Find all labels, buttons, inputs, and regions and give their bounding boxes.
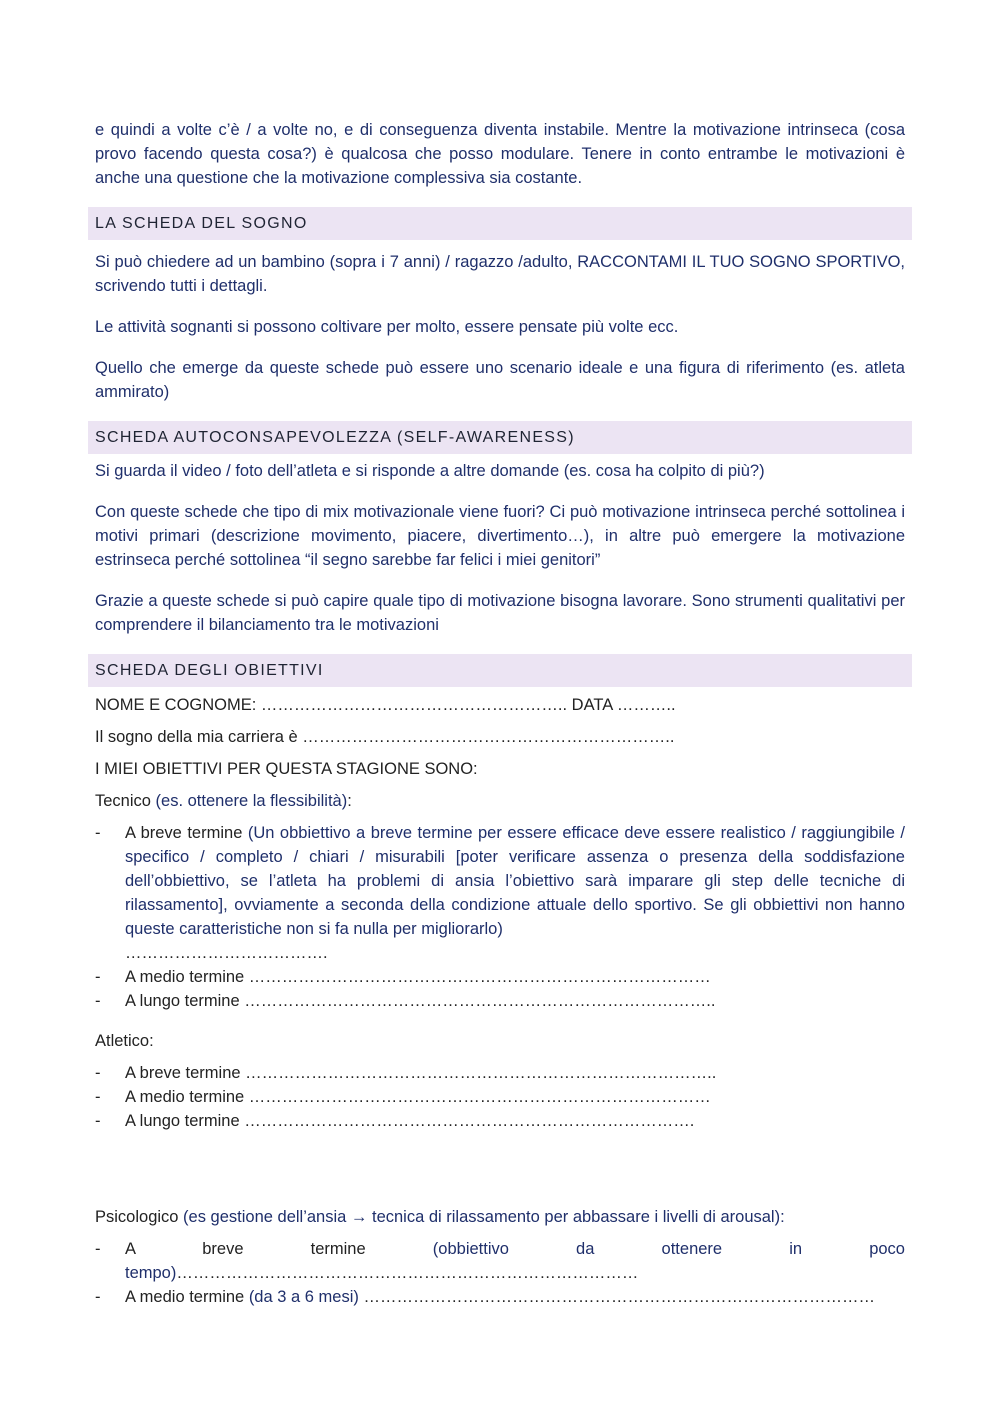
atletico-long-term: - A lungo termine ……………………………………………………………………….	[95, 1109, 905, 1133]
goals-heading: I MIEI OBIETTIVI PER QUESTA STAGIONE SONO:	[95, 760, 478, 778]
tecnico-long-term: - A lungo termine …………………………………………………………………………..	[95, 989, 905, 1013]
tecnico-short-term	[95, 821, 905, 965]
tecnico-colon: :	[347, 792, 352, 810]
name-date-line: NOME E COGNOME: ……………………………………………….. DATA ………..	[95, 696, 676, 714]
atletico-medium-term: - A medio termine …………………………………………………………………………	[95, 1085, 905, 1109]
tecnico-short-note: (Un obbiettivo a breve termine per essere efficace deve essere realistico / raggiungibile / specifico / completo / chiari / misurabili [poter verificare assenza o presenza della soddisfazione dell’obbiettivo, se l’atleta ha problemi di ansia l’obiettivo sarà imparare gli step delle tecniche di rilassamento], ovviamente a seconda della condizione attuale dello sportivo. Se gli obbiettivi non hanno queste caratteristiche non si fa nulla per migliorarlo)	[125, 824, 905, 938]
tecnico-label-line	[95, 789, 905, 813]
atletico-short-term: - A breve termine …………………………………………………………………………..	[95, 1061, 905, 1085]
tecnico-short-dots: ……………………………….	[125, 944, 328, 962]
sogno-paragraph-1: Si può chiedere ad un bambino (sopra i 7 anni) / ragazzo /adulto, RACCONTAMI IL TUO SOGNO SPORTIVO, scrivendo tutti i dettagli.	[95, 253, 905, 295]
psicologico-short-term	[95, 1237, 905, 1285]
tecnico-label: Tecnico	[95, 792, 156, 810]
section-heading-sogno: LA SCHEDA DEL SOGNO	[88, 207, 912, 240]
autoconsapevolezza-paragraph-3: Grazie a queste schede si può capire quale tipo di motivazione bisogna lavorare. Sono strumenti qualitativi per comprendere il bilanciamento tra le motivazioni	[95, 592, 905, 634]
psicologico-label-line	[95, 1205, 905, 1229]
autoconsapevolezza-paragraph-2: Con queste schede che tipo di mix motivazionale viene fuori? Ci può motivazione intrinseca perché sottolinea i motivi primari (descrizione movimento, piacere, divertimento…), in altre può emergere la motivazione estrinseca perché sottolinea “il segno sarebbe far felici i miei genitori”	[95, 503, 905, 569]
sogno-paragraph-2: Le attività sognanti si possono coltivare per molto, essere pensate più volte ecc.	[95, 318, 679, 336]
page-content	[95, 118, 905, 1309]
psicologico-note: (es gestione dell’ansia → tecnica di rilassamento per abbassare i livelli di arousal):	[183, 1208, 785, 1226]
psicologico-short-dots: …………………………………………………………………………	[176, 1264, 639, 1282]
section-heading-obiettivi: SCHEDA DEGLI OBIETTIVI	[88, 654, 912, 687]
psicologico-medium-note: (da 3 a 6 mesi)	[248, 1288, 359, 1306]
psicologico-medium-dots: …………………………………………………………………………………	[358, 1288, 875, 1306]
psicologico-short-label: A breve termine	[125, 1240, 433, 1258]
tecnico-short-label: A breve termine	[125, 824, 248, 842]
psicologico-short-note: (obbiettivo da ottenere in poco tempo)	[125, 1240, 905, 1282]
psicologico-label: Psicologico	[95, 1208, 184, 1226]
dream-line: Il sogno della mia carriera è …………………………………………………………..	[95, 728, 675, 746]
psicologico-medium-term	[95, 1285, 905, 1309]
tecnico-list	[95, 821, 905, 1013]
section-heading-autoconsapevolezza: SCHEDA AUTOCONSAPEVOLEZZA (SELF-AWARENESS)	[88, 421, 912, 454]
atletico-label: Atletico:	[95, 1032, 154, 1050]
tecnico-medium-term: - A medio termine …………………………………………………………………………	[95, 965, 905, 989]
psicologico-list	[95, 1237, 905, 1309]
intro-paragraph: e quindi a volte c’è / a volte no, e di conseguenza diventa instabile. Mentre la motivazione intrinseca (cosa provo facendo questa cosa?) è qualcosa che posso modulare. Tenere in conto entrambe le motivazioni è anche una questione che la motivazione complessiva sia costante.	[95, 121, 905, 187]
psicologico-medium-label: A medio termine	[125, 1288, 249, 1306]
autoconsapevolezza-paragraph-1: Si guarda il video / foto dell’atleta e si risponde a altre domande (es. cosa ha colpito di più?)	[95, 462, 765, 480]
atletico-list	[95, 1061, 905, 1133]
sogno-paragraph-3: Quello che emerge da queste schede può essere uno scenario ideale e una figura di riferimento (es. atleta ammirato)	[95, 359, 905, 401]
tecnico-note: (es. ottenere la flessibilità)	[155, 792, 348, 810]
